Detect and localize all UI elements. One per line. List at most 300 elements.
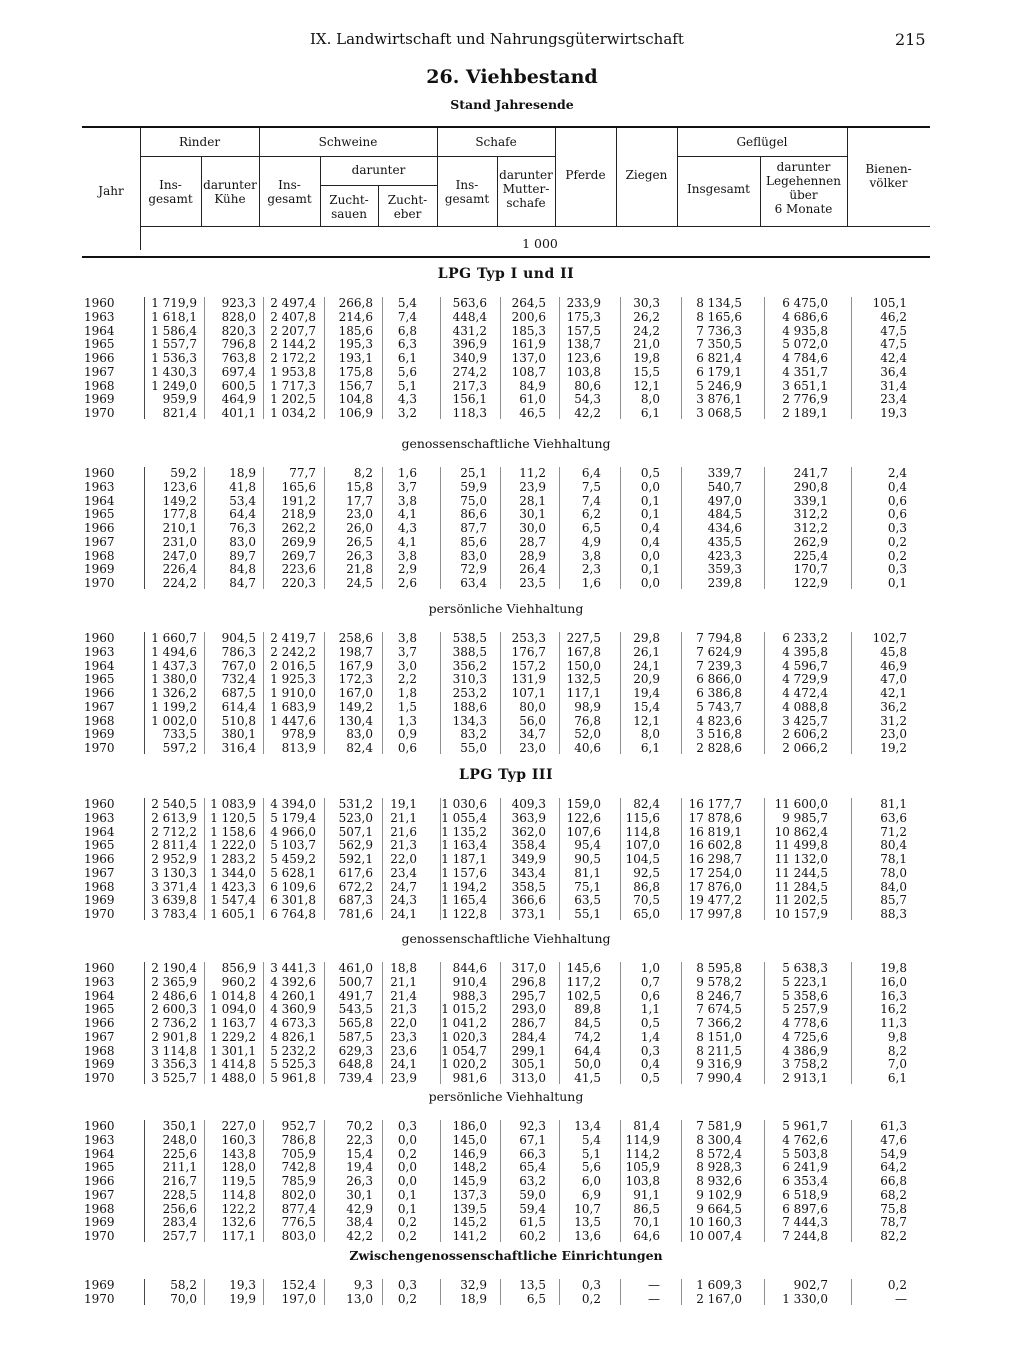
cell-ziegen: 81,4 xyxy=(633,1119,660,1133)
cell-pferde: 55,1 xyxy=(574,907,601,921)
cell-bienenvoelker: 7,0 xyxy=(887,1057,907,1072)
cell-ziegen: 114,2 xyxy=(625,1146,660,1161)
column-separator xyxy=(851,467,852,589)
cell-rinder-insgesamt: 959,9 xyxy=(162,392,197,407)
cell-mutterschafe: 61,5 xyxy=(519,1215,546,1230)
column-separator xyxy=(681,1120,682,1242)
cell-kuehe: 1 094,0 xyxy=(210,1002,256,1017)
cell-schafe-insgesamt: 145,0 xyxy=(452,1132,487,1147)
cell-zuchteber: 3,0 xyxy=(397,658,417,673)
cell-ziegen: 6,1 xyxy=(640,406,660,420)
cell-schafe-insgesamt: 25,1 xyxy=(460,466,487,480)
cell-jahr: 1970 xyxy=(84,576,115,590)
table-row xyxy=(0,1119,1024,1133)
cell-ziegen: 0,0 xyxy=(640,479,660,494)
cell-schafe-insgesamt: 134,3 xyxy=(452,713,487,728)
cell-ziegen: 29,8 xyxy=(633,631,660,645)
cell-legehennen: 6 897,6 xyxy=(782,1201,828,1216)
table-row xyxy=(0,975,1024,989)
cell-bienenvoelker: 71,2 xyxy=(880,824,907,839)
column-separator xyxy=(440,1279,441,1305)
cell-bienenvoelker: 0,2 xyxy=(887,1278,907,1292)
cell-schafe-insgesamt: 1 194,2 xyxy=(441,879,487,894)
cell-rinder-insgesamt: 1 719,9 xyxy=(151,296,197,310)
cell-kuehe: 464,9 xyxy=(221,392,256,407)
cell-ziegen: 26,1 xyxy=(633,644,660,659)
cell-bienenvoelker: 0,6 xyxy=(887,493,907,508)
cell-jahr: 1969 xyxy=(84,727,115,742)
cell-gefluegel-insgesamt: 16 298,7 xyxy=(688,852,742,866)
cell-pferde: 40,6 xyxy=(574,741,601,755)
cell-mutterschafe: 305,1 xyxy=(511,1057,546,1072)
cell-gefluegel-insgesamt: 5 246,9 xyxy=(696,378,742,393)
cell-zuchteber: 6,8 xyxy=(397,323,417,338)
cell-schafe-insgesamt: 18,9 xyxy=(460,1291,487,1306)
table-row xyxy=(0,811,1024,825)
table-row xyxy=(0,672,1024,686)
cell-rinder-insgesamt: 248,0 xyxy=(162,1132,197,1147)
cell-bienenvoelker: 85,7 xyxy=(880,893,907,908)
unit-label: 1 000 xyxy=(522,236,558,251)
cell-ziegen: 0,5 xyxy=(640,1071,660,1085)
column-separator xyxy=(851,632,852,754)
cell-schafe-insgesamt: 844,6 xyxy=(452,961,487,975)
column-separator xyxy=(500,798,501,920)
cell-zuchtsauen: 19,4 xyxy=(346,1160,373,1175)
cell-legehennen: 11 202,5 xyxy=(774,893,828,908)
cell-pferde: 7,5 xyxy=(581,479,601,494)
cell-zuchteber: 1,5 xyxy=(397,699,417,714)
column-separator xyxy=(382,1279,383,1305)
cell-ziegen: 86,5 xyxy=(633,1201,660,1216)
cell-zuchteber: 24,1 xyxy=(390,907,417,921)
cell-legehennen: 9 985,7 xyxy=(782,810,828,825)
cell-schafe-insgesamt: 32,9 xyxy=(460,1278,487,1292)
column-separator xyxy=(440,798,441,920)
column-separator xyxy=(324,1279,325,1305)
cell-schweine-insgesamt: 1 683,9 xyxy=(270,699,316,714)
cell-rinder-insgesamt: 2 600,3 xyxy=(151,1002,197,1017)
cell-legehennen: 5 503,8 xyxy=(782,1146,828,1161)
cell-jahr: 1960 xyxy=(84,466,115,480)
cell-gefluegel-insgesamt: 17 254,0 xyxy=(688,865,742,880)
cell-zuchtsauen: 42,2 xyxy=(346,1229,373,1243)
column-separator xyxy=(559,297,560,419)
cell-rinder-insgesamt: 58,2 xyxy=(170,1278,197,1292)
cell-rinder-insgesamt: 1 326,2 xyxy=(151,686,197,700)
cell-kuehe: 786,3 xyxy=(221,644,256,659)
cell-pferde: 89,8 xyxy=(574,1002,601,1017)
cell-legehennen: 312,2 xyxy=(793,521,828,535)
column-separator xyxy=(764,467,765,589)
cell-jahr: 1963 xyxy=(84,644,115,659)
cell-ziegen: 115,6 xyxy=(625,810,660,825)
cell-schafe-insgesamt: 1 163,4 xyxy=(441,838,487,853)
column-separator xyxy=(324,467,325,589)
cell-mutterschafe: 349,9 xyxy=(511,852,546,866)
cell-jahr: 1969 xyxy=(84,1215,115,1230)
cell-legehennen: 11 600,0 xyxy=(774,797,828,811)
cell-legehennen: 339,1 xyxy=(793,493,828,508)
header-bienenvoelker: Bienen- völker xyxy=(865,162,912,190)
cell-schafe-insgesamt: 538,5 xyxy=(452,631,487,645)
cell-kuehe: 1 605,1 xyxy=(210,907,256,921)
column-separator xyxy=(620,798,621,920)
cell-schafe-insgesamt: 1 030,6 xyxy=(441,797,487,811)
cell-jahr: 1968 xyxy=(84,1043,115,1058)
cell-gefluegel-insgesamt: 8 246,7 xyxy=(696,988,742,1003)
table-row xyxy=(0,365,1024,379)
cell-legehennen: 4 351,7 xyxy=(782,364,828,379)
cell-legehennen: 122,9 xyxy=(793,576,828,590)
cell-legehennen: 5 223,1 xyxy=(782,974,828,989)
cell-gefluegel-insgesamt: 7 350,5 xyxy=(696,337,742,352)
cell-schafe-insgesamt: 118,3 xyxy=(452,406,487,420)
cell-pferde: 132,5 xyxy=(566,672,601,687)
cell-rinder-insgesamt: 2 365,9 xyxy=(151,974,197,989)
column-separator xyxy=(204,962,205,1084)
cell-schafe-insgesamt: 988,3 xyxy=(452,988,487,1003)
column-separator xyxy=(263,798,264,920)
column-separator xyxy=(324,632,325,754)
cell-schafe-insgesamt: 156,1 xyxy=(452,392,487,407)
cell-schafe-insgesamt: 75,0 xyxy=(460,493,487,508)
cell-zuchtsauen: 507,1 xyxy=(338,824,373,839)
cell-kuehe: 143,8 xyxy=(221,1146,256,1161)
cell-jahr: 1960 xyxy=(84,797,115,811)
cell-kuehe: 697,4 xyxy=(221,364,256,379)
cell-mutterschafe: 363,9 xyxy=(511,810,546,825)
cell-gefluegel-insgesamt: 9 102,9 xyxy=(696,1187,742,1202)
header-top-rule xyxy=(82,126,930,128)
table-row xyxy=(0,324,1024,338)
cell-zuchtsauen: 266,8 xyxy=(338,296,373,310)
cell-zuchtsauen: 17,7 xyxy=(346,493,373,508)
cell-ziegen: 114,9 xyxy=(625,1132,660,1147)
cell-zuchteber: 24,1 xyxy=(390,1057,417,1072)
cell-zuchteber: 0,2 xyxy=(397,1291,417,1306)
cell-zuchtsauen: 739,4 xyxy=(338,1071,373,1085)
cell-schweine-insgesamt: 952,7 xyxy=(281,1119,316,1133)
table-title: 26. Viehbestand xyxy=(426,66,598,88)
table-row xyxy=(0,562,1024,576)
cell-kuehe: 763,8 xyxy=(221,351,256,365)
cell-bienenvoelker: 63,6 xyxy=(880,810,907,825)
cell-jahr: 1964 xyxy=(84,493,115,508)
cell-ziegen: 6,1 xyxy=(640,741,660,755)
section-title: genossenschaftliche Viehhaltung xyxy=(401,436,611,451)
cell-kuehe: 84,8 xyxy=(229,562,256,577)
cell-gefluegel-insgesamt: 16 177,7 xyxy=(688,797,742,811)
cell-mutterschafe: 161,9 xyxy=(511,337,546,352)
cell-bienenvoelker: 31,4 xyxy=(880,378,907,393)
column-separator xyxy=(851,1120,852,1242)
cell-jahr: 1963 xyxy=(84,810,115,825)
cell-jahr: 1970 xyxy=(84,1071,115,1085)
cell-zuchtsauen: 26,3 xyxy=(346,1174,373,1188)
cell-gefluegel-insgesamt: 6 866,0 xyxy=(696,672,742,687)
cell-zuchteber: 4,3 xyxy=(397,392,417,407)
cell-bienenvoelker: 0,3 xyxy=(887,562,907,577)
cell-kuehe: 1 547,4 xyxy=(210,893,256,908)
section-title: LPG Typ I und II xyxy=(437,266,575,282)
cell-jahr: 1964 xyxy=(84,824,115,839)
cell-zuchtsauen: 9,3 xyxy=(353,1278,373,1292)
cell-pferde: 2,3 xyxy=(581,562,601,577)
cell-kuehe: 923,3 xyxy=(221,296,256,310)
column-separator xyxy=(440,632,441,754)
cell-jahr: 1967 xyxy=(84,364,115,379)
cell-bienenvoelker: 47,5 xyxy=(880,337,907,352)
cell-pferde: 54,3 xyxy=(574,392,601,407)
cell-kuehe: 1 014,8 xyxy=(210,988,256,1003)
cell-zuchtsauen: 587,5 xyxy=(338,1029,373,1044)
column-separator xyxy=(681,1279,682,1305)
cell-jahr: 1970 xyxy=(84,1229,115,1243)
cell-legehennen: 5 358,6 xyxy=(782,988,828,1003)
cell-zuchtsauen: 156,7 xyxy=(338,378,373,393)
cell-ziegen: 8,0 xyxy=(640,392,660,407)
cell-schafe-insgesamt: 139,5 xyxy=(452,1201,487,1216)
cell-kuehe: 83,0 xyxy=(229,534,256,549)
cell-schweine-insgesamt: 1 717,3 xyxy=(270,378,316,393)
cell-schafe-insgesamt: 87,7 xyxy=(460,521,487,535)
cell-ziegen: 104,5 xyxy=(625,852,660,866)
cell-schafe-insgesamt: 63,4 xyxy=(460,576,487,590)
cell-bienenvoelker: 78,0 xyxy=(880,865,907,880)
column-separator xyxy=(620,632,621,754)
cell-ziegen: 20,9 xyxy=(633,672,660,687)
cell-mutterschafe: 358,4 xyxy=(511,838,546,853)
cell-bienenvoelker: 82,2 xyxy=(880,1229,907,1243)
cell-legehennen: 4 686,6 xyxy=(782,309,828,324)
cell-jahr: 1970 xyxy=(84,1291,115,1306)
cell-rinder-insgesamt: 2 613,9 xyxy=(151,810,197,825)
table-row xyxy=(0,379,1024,393)
cell-zuchtsauen: 8,2 xyxy=(353,466,373,480)
cell-jahr: 1966 xyxy=(84,521,115,535)
table-row xyxy=(0,351,1024,365)
cell-legehennen: 1 330,0 xyxy=(782,1291,828,1306)
table-row xyxy=(0,507,1024,521)
cell-zuchteber: 1,6 xyxy=(397,466,417,480)
cell-kuehe: 1 301,1 xyxy=(210,1043,256,1058)
cell-bienenvoelker: 64,2 xyxy=(880,1160,907,1175)
cell-pferde: 3,8 xyxy=(581,548,601,563)
header-gefluegel-insgesamt: Insgesamt xyxy=(687,182,750,196)
table-row xyxy=(0,1188,1024,1202)
cell-mutterschafe: 409,3 xyxy=(511,797,546,811)
cell-zuchteber: 4,3 xyxy=(397,521,417,535)
cell-schweine-insgesamt: 2 172,2 xyxy=(270,351,316,365)
cell-legehennen: 10 862,4 xyxy=(774,824,828,839)
cell-legehennen: 4 395,8 xyxy=(782,644,828,659)
table-row xyxy=(0,700,1024,714)
cell-rinder-insgesamt: 216,7 xyxy=(162,1174,197,1188)
column-separator xyxy=(382,297,383,419)
cell-schweine-insgesamt: 802,0 xyxy=(281,1187,316,1202)
cell-bienenvoelker: 31,2 xyxy=(880,713,907,728)
column-separator xyxy=(500,297,501,419)
cell-legehennen: 2 066,2 xyxy=(782,741,828,755)
cell-gefluegel-insgesamt: 17 876,0 xyxy=(688,879,742,894)
table-row xyxy=(0,961,1024,975)
cell-pferde: 150,0 xyxy=(566,658,601,673)
column-separator xyxy=(500,962,501,1084)
cell-rinder-insgesamt: 2 736,2 xyxy=(151,1016,197,1030)
cell-schafe-insgesamt: 1 165,4 xyxy=(441,893,487,908)
cell-zuchtsauen: 198,7 xyxy=(338,644,373,659)
cell-pferde: 76,8 xyxy=(574,713,601,728)
cell-zuchtsauen: 175,8 xyxy=(338,364,373,379)
cell-zuchtsauen: 592,1 xyxy=(338,852,373,866)
cell-bienenvoelker: 36,2 xyxy=(880,699,907,714)
cell-rinder-insgesamt: 3 783,4 xyxy=(151,907,197,921)
table-row xyxy=(0,521,1024,535)
cell-mutterschafe: 28,9 xyxy=(519,548,546,563)
cell-kuehe: 89,7 xyxy=(229,548,256,563)
table-row xyxy=(0,1292,1024,1306)
cell-bienenvoelker: 47,5 xyxy=(880,323,907,338)
column-separator xyxy=(620,1120,621,1242)
cell-jahr: 1968 xyxy=(84,1201,115,1216)
cell-kuehe: 227,0 xyxy=(221,1119,256,1133)
cell-mutterschafe: 137,0 xyxy=(511,351,546,365)
cell-schafe-insgesamt: 217,3 xyxy=(452,378,487,393)
cell-zuchtsauen: 26,0 xyxy=(346,521,373,535)
header-ziegen: Ziegen xyxy=(625,168,668,182)
cell-ziegen: 8,0 xyxy=(640,727,660,742)
cell-legehennen: 6 233,2 xyxy=(782,631,828,645)
cell-bienenvoelker: 8,2 xyxy=(887,1043,907,1058)
table-subtitle: Stand Jahresende xyxy=(450,97,574,112)
cell-zuchtsauen: 21,8 xyxy=(346,562,373,577)
cell-schafe-insgesamt: 274,2 xyxy=(452,364,487,379)
cell-legehennen: 170,7 xyxy=(793,562,828,577)
cell-zuchtsauen: 30,1 xyxy=(346,1187,373,1202)
cell-gefluegel-insgesamt: 435,5 xyxy=(707,534,742,549)
cell-legehennen: 262,9 xyxy=(793,534,828,549)
cell-bienenvoelker: 19,3 xyxy=(880,406,907,420)
cell-zuchtsauen: 167,9 xyxy=(338,658,373,673)
cell-legehennen: 5 072,0 xyxy=(782,337,828,352)
cell-mutterschafe: 56,0 xyxy=(519,713,546,728)
cell-zuchteber: 3,8 xyxy=(397,631,417,645)
cell-legehennen: 4 778,6 xyxy=(782,1016,828,1030)
cell-gefluegel-insgesamt: 19 477,2 xyxy=(688,893,742,908)
cell-rinder-insgesamt: 3 114,8 xyxy=(151,1043,197,1058)
cell-rinder-insgesamt: 2 811,4 xyxy=(151,838,197,853)
table-row xyxy=(0,880,1024,894)
cell-zuchtsauen: 23,0 xyxy=(346,507,373,522)
cell-gefluegel-insgesamt: 8 932,6 xyxy=(696,1174,742,1188)
column-separator xyxy=(559,467,560,589)
cell-jahr: 1965 xyxy=(84,507,115,522)
cell-gefluegel-insgesamt: 239,8 xyxy=(707,576,742,590)
cell-kuehe: 117,1 xyxy=(221,1229,256,1243)
header-schafe-insgesamt: Ins- gesamt xyxy=(444,178,490,206)
cell-legehennen: 2 913,1 xyxy=(782,1071,828,1085)
cell-schweine-insgesamt: 4 826,1 xyxy=(270,1029,316,1044)
cell-schafe-insgesamt: 431,2 xyxy=(452,323,487,338)
cell-gefluegel-insgesamt: 7 794,8 xyxy=(696,631,742,645)
table-row xyxy=(0,1002,1024,1016)
cell-jahr: 1968 xyxy=(84,879,115,894)
cell-mutterschafe: 23,9 xyxy=(519,479,546,494)
cell-jahr: 1964 xyxy=(84,323,115,338)
column-separator xyxy=(440,297,441,419)
cell-zuchtsauen: 42,9 xyxy=(346,1201,373,1216)
cell-pferde: 175,3 xyxy=(566,309,601,324)
cell-gefluegel-insgesamt: 3 516,8 xyxy=(696,727,742,742)
cell-rinder-insgesamt: 3 639,8 xyxy=(151,893,197,908)
cell-zuchtsauen: 491,7 xyxy=(338,988,373,1003)
section-title: persönliche Viehhaltung xyxy=(428,601,584,616)
cell-zuchteber: 1,3 xyxy=(397,713,417,728)
cell-jahr: 1969 xyxy=(84,392,115,407)
cell-zuchteber: 21,1 xyxy=(390,810,417,825)
cell-zuchteber: 2,9 xyxy=(397,562,417,577)
cell-legehennen: 312,2 xyxy=(793,507,828,522)
table-row xyxy=(0,1215,1024,1229)
cell-schafe-insgesamt: 1 015,2 xyxy=(441,1002,487,1017)
cell-zuchtsauen: 70,2 xyxy=(346,1119,373,1133)
column-separator xyxy=(204,798,205,920)
cell-rinder-insgesamt: 283,4 xyxy=(162,1215,197,1230)
column-separator xyxy=(204,632,205,754)
header-bottom-rule xyxy=(82,256,930,258)
cell-schafe-insgesamt: 1 135,2 xyxy=(441,824,487,839)
cell-zuchtsauen: 672,2 xyxy=(338,879,373,894)
cell-zuchteber: 5,4 xyxy=(397,296,417,310)
cell-kuehe: 380,1 xyxy=(221,727,256,742)
cell-kuehe: 160,3 xyxy=(221,1132,256,1147)
cell-legehennen: 4 762,6 xyxy=(782,1132,828,1147)
cell-zuchteber: 21,6 xyxy=(390,824,417,839)
cell-zuchtsauen: 500,7 xyxy=(338,974,373,989)
cell-schafe-insgesamt: 981,6 xyxy=(452,1071,487,1085)
cell-ziegen: 64,6 xyxy=(633,1229,660,1243)
cell-zuchteber: 23,9 xyxy=(390,1071,417,1085)
cell-schafe-insgesamt: 85,6 xyxy=(460,534,487,549)
cell-zuchtsauen: 24,5 xyxy=(346,576,373,590)
cell-zuchtsauen: 648,8 xyxy=(338,1057,373,1072)
column-separator xyxy=(851,962,852,1084)
cell-zuchtsauen: 258,6 xyxy=(338,631,373,645)
table-row xyxy=(0,1160,1024,1174)
cell-pferde: 138,7 xyxy=(566,337,601,352)
cell-mutterschafe: 30,0 xyxy=(519,521,546,535)
column-separator xyxy=(764,1279,765,1305)
cell-zuchteber: 0,1 xyxy=(397,1187,417,1202)
column-separator xyxy=(382,962,383,1084)
cell-jahr: 1965 xyxy=(84,838,115,853)
cell-mutterschafe: 23,0 xyxy=(519,741,546,755)
table-row xyxy=(0,1278,1024,1292)
cell-kuehe: 119,5 xyxy=(221,1174,256,1188)
cell-ziegen: 0,1 xyxy=(640,562,660,577)
cell-schafe-insgesamt: 448,4 xyxy=(452,309,487,324)
cell-schweine-insgesamt: 2 407,8 xyxy=(270,309,316,324)
cell-rinder-insgesamt: 1 536,3 xyxy=(151,351,197,365)
cell-pferde: 5,1 xyxy=(581,1146,601,1161)
header-jahr: Jahr xyxy=(98,184,124,198)
header-divider xyxy=(437,156,555,157)
header-schweine-insgesamt: Ins- gesamt xyxy=(267,178,312,206)
cell-schweine-insgesamt: 877,4 xyxy=(281,1201,316,1216)
cell-mutterschafe: 185,3 xyxy=(511,323,546,338)
cell-kuehe: 18,9 xyxy=(229,466,256,480)
